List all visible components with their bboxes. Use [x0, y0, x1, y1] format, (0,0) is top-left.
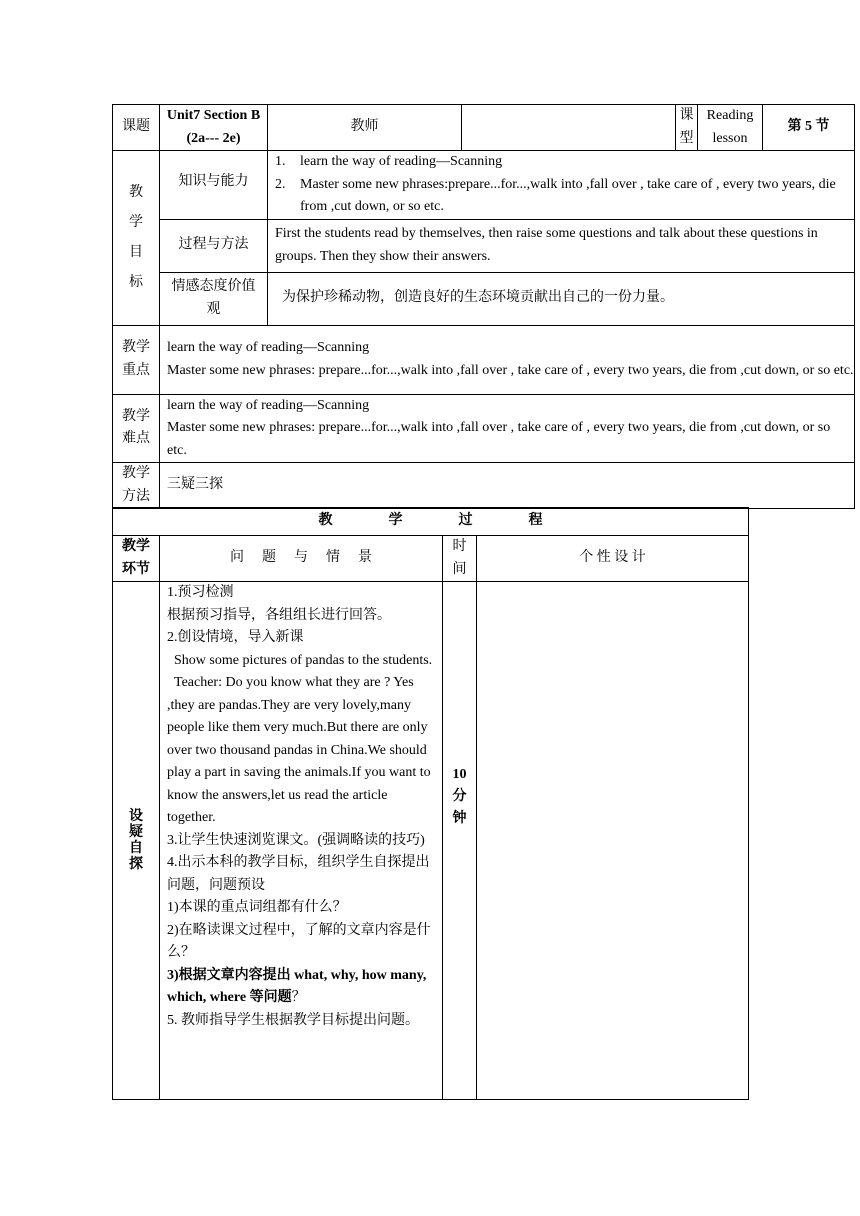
knowledge-item: 2. Master some new phrases:prepare...for...,walk into ,fall over , take care of , every two years, die from ,cut down, or so etc.	[275, 176, 836, 214]
process-label: 过程与方法	[160, 219, 268, 272]
focus-line-2: Master some new phrases: prepare...for...,walk into ,fall over , take care of , every two years, die from ,cut down, or so etc.	[167, 362, 854, 378]
difficulty-line-1: learn the way of reading—Scanning	[167, 397, 370, 413]
method-label: 教学 方法	[113, 463, 160, 509]
knowledge-label: 知识与能力	[160, 151, 268, 220]
period: 第 5 节	[763, 105, 855, 151]
content-line: 1.预习检测	[167, 585, 234, 600]
content-line: 3.让学生快速浏览课文。(强调略读的技巧)	[167, 832, 425, 848]
content-line: 5. 教师指导学生根据教学目标提出问题。	[167, 1012, 419, 1028]
difficulty-label: 教学 难点	[113, 394, 160, 463]
content-line: 4.出示本科的教学目标，组织学生自探提出问题，问题预设	[167, 855, 430, 893]
focus-line-1: learn the way of reading—Scanning	[167, 340, 370, 355]
topic-value	[160, 105, 268, 151]
process-table	[112, 507, 749, 1100]
content-column-header: 问 题 与 情 景	[160, 536, 443, 582]
goals-label-char: 目	[129, 244, 143, 260]
content-line: 1)本课的重点词组都有什么？	[167, 900, 347, 915]
focus-text	[160, 325, 855, 394]
emotion-label: 情感态度价值 观	[160, 272, 268, 325]
content-cell	[160, 582, 443, 1100]
design-column-header: 个 性 设 计	[477, 536, 749, 582]
lesson-info-table	[112, 104, 855, 509]
knowledge-text	[268, 151, 855, 220]
content-line: Teacher: Do you know what they are ? Yes ,they are pandas.They are very lovely,many people like them very much.But there are only over two thousand pandas in China.We should play a part in saving the animals.If you want to know the answers,let us read the article together.	[167, 675, 431, 825]
type-label-2: 型	[679, 130, 694, 146]
goals-label-char: 标	[129, 274, 143, 290]
goals-label	[113, 151, 160, 326]
type-label-1: 课	[679, 108, 694, 123]
stage-cell: 设 疑 自 探	[113, 582, 160, 1100]
process-text: First the students read by themselves, then raise some questions and talk about these questions in groups. Then they show their answers.	[268, 219, 855, 272]
difficulty-text	[160, 394, 855, 463]
type-label	[676, 105, 698, 151]
time-column-header: 时 间	[443, 536, 477, 582]
process-title: 教 学 过 程	[113, 508, 749, 536]
content-line: 根据预习指导，各组组长进行回答。	[167, 607, 391, 623]
goals-label-char: 学	[129, 214, 143, 230]
focus-label: 教学 重点	[113, 325, 160, 394]
teacher-label: 教师	[268, 105, 462, 151]
content-line: 2.创设情境，导入新课	[167, 630, 304, 645]
teacher-value	[462, 105, 676, 151]
stage-column-header: 教学 环节	[113, 536, 160, 582]
type-value-2: lesson	[712, 130, 748, 146]
difficulty-line-2: Master some new phrases: prepare...for...,walk into ,fall over , take care of , every two years, die from ,cut down, or so etc.	[167, 420, 831, 458]
emotion-text: 为保护珍稀动物，创造良好的生态环境贡献出自己的一份力量。	[268, 272, 855, 325]
type-value-1: Reading	[706, 108, 754, 123]
knowledge-item: 1. learn the way of reading—Scanning	[275, 154, 503, 169]
content-line: 2)在略读课文过程中，了解的文章内容是什么？	[167, 922, 431, 960]
topic-label: 课题	[113, 105, 160, 151]
time-cell: 10 分 钟	[443, 582, 477, 1100]
method-text: 三疑三探	[160, 463, 855, 509]
type-value	[698, 105, 763, 151]
content-line: 3)根据文章内容提出 what, why, how many, which, where 等问题？	[167, 967, 427, 1005]
design-cell	[477, 582, 749, 1100]
topic-line-2: (2a--- 2e)	[186, 130, 241, 146]
goals-label-char: 教	[129, 184, 143, 200]
content-line: Show some pictures of pandas to the students.	[174, 652, 433, 668]
topic-line-1: Unit7 Section B	[166, 108, 261, 123]
